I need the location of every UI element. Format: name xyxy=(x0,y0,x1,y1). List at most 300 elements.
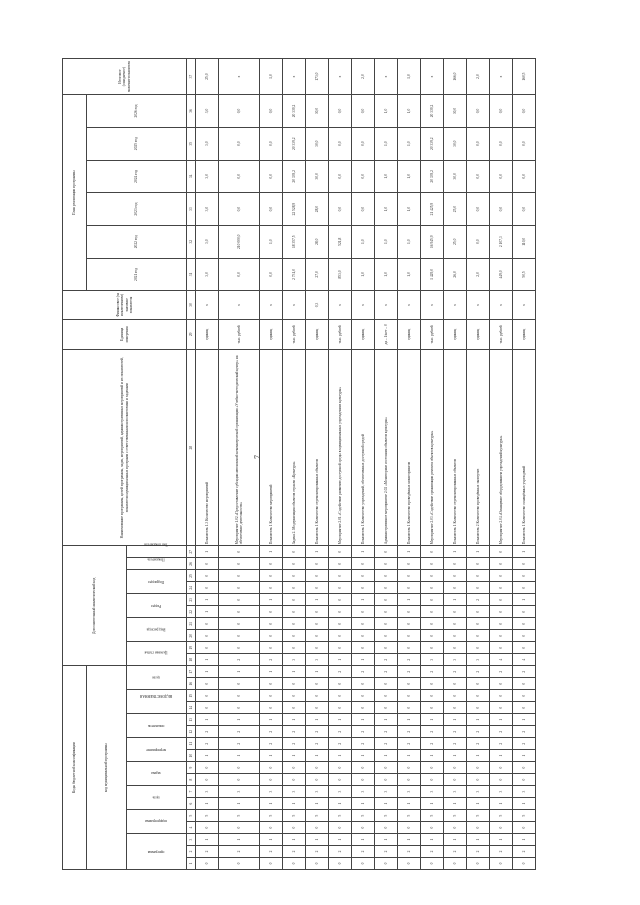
code-digit: 2 xyxy=(260,846,283,858)
code-digit: 0 xyxy=(421,858,444,870)
code-digit: 0 xyxy=(421,774,444,786)
year-value: 22 528,9 xyxy=(283,193,306,226)
code-digit: 1 xyxy=(283,834,306,846)
code-digit: 5 xyxy=(421,810,444,822)
kbk-group-header: Коды бюджетной классификации xyxy=(63,666,87,870)
table-row xyxy=(218,59,259,870)
code-digit: 2 xyxy=(398,846,421,858)
code-digit: 0 xyxy=(489,546,512,558)
code-digit: 0 xyxy=(352,618,375,630)
code-digit: 0 xyxy=(283,546,306,558)
code-digit: 0 xyxy=(489,642,512,654)
column-number-24: 24 xyxy=(187,582,196,594)
code-digit: 1 xyxy=(352,750,375,762)
code-digit: 0 xyxy=(329,618,352,630)
code-digit: 0 xyxy=(444,582,467,594)
code-digit: 2 xyxy=(444,846,467,858)
code-digit: 3 xyxy=(421,654,444,666)
code-digit: 2 xyxy=(421,666,444,678)
code-digit: 1 xyxy=(329,714,352,726)
code-digit: 0 xyxy=(196,690,219,702)
code-digit: 2 xyxy=(512,738,535,750)
row-weight: х xyxy=(218,291,259,319)
code-digit: 0 xyxy=(489,678,512,690)
row-unit: единиц xyxy=(196,319,219,350)
column-number-21: 21 xyxy=(187,618,196,630)
plan-group-header: План реализации программы xyxy=(63,95,87,291)
code-digit: 0 xyxy=(512,606,535,618)
year-value: 0,0 xyxy=(329,160,352,193)
code-digit: 0 xyxy=(329,642,352,654)
code-digit: 0 xyxy=(306,642,329,654)
code-digit: 0 xyxy=(260,582,283,594)
code-digit: 0 xyxy=(444,774,467,786)
year-value: 0,0 xyxy=(260,127,283,160)
code-digit: 0 xyxy=(196,678,219,690)
year-value: 0,0 xyxy=(352,127,375,160)
code-digit: 0 xyxy=(283,702,306,714)
code-digit: 0 xyxy=(283,582,306,594)
year-value: 110,0 xyxy=(512,225,535,258)
code-digit: 0 xyxy=(444,642,467,654)
code-digit: 0 xyxy=(512,762,535,774)
code-digit: 0 xyxy=(260,678,283,690)
code-digit: 0 xyxy=(512,822,535,834)
code-digit: 5 xyxy=(444,810,467,822)
year-value: 1,0 xyxy=(375,193,398,226)
code-digit: 0 xyxy=(489,558,512,570)
code-digit: 0 xyxy=(352,702,375,714)
code-digit: 0 xyxy=(352,570,375,582)
code-digit: 1 xyxy=(512,834,535,846)
year-value: 0,0 xyxy=(489,160,512,193)
code-digit: 1 xyxy=(444,750,467,762)
row-weight: х xyxy=(283,291,306,319)
code-digit: 1 xyxy=(444,714,467,726)
code-digit: 0 xyxy=(218,606,259,618)
year-value: 50,5 xyxy=(512,258,535,291)
code-digit: 0 xyxy=(196,774,219,786)
code-digit: 0 xyxy=(283,762,306,774)
row-final-value: 1,0 xyxy=(398,59,421,95)
row-unit: единиц xyxy=(398,319,421,350)
column-number-2: 2 xyxy=(187,846,196,858)
code-digit: 4 xyxy=(512,654,535,666)
code-digit: 1 xyxy=(398,834,421,846)
year-value: 28,0 xyxy=(306,193,329,226)
year-value: 3,0 xyxy=(196,95,219,128)
code-digit: 1 xyxy=(260,834,283,846)
year-value: 28,0 xyxy=(306,225,329,258)
code-digit: 2 xyxy=(512,846,535,858)
code-digit: 0 xyxy=(218,774,259,786)
header-text: Целевая статья xyxy=(145,650,168,655)
code-digit: 0 xyxy=(512,690,535,702)
code-digit: 0 xyxy=(283,822,306,834)
code-digit: 0 xyxy=(421,594,444,606)
table-row xyxy=(466,59,489,870)
table-row xyxy=(375,59,398,870)
code-digit: 0 xyxy=(260,822,283,834)
code-digit: 0 xyxy=(421,702,444,714)
code-digit: 0 xyxy=(375,630,398,642)
code-digit: 5 xyxy=(466,810,489,822)
row-name: Показатель 1 Количество проведённых мониторингов xyxy=(398,350,421,546)
year-value: 0,0 xyxy=(489,193,512,226)
code-digit: 1 xyxy=(196,546,219,558)
code-digit: 5 xyxy=(306,810,329,822)
code-digit: 0 xyxy=(489,822,512,834)
code-digit: 0 xyxy=(489,858,512,870)
code-digit: 0 xyxy=(466,582,489,594)
code-digit: 0 xyxy=(329,702,352,714)
code-digit: 0 xyxy=(489,570,512,582)
code-digit: 0 xyxy=(306,630,329,642)
header-text: цели xyxy=(152,675,161,680)
code-digit: 1 xyxy=(306,666,329,678)
kbk-col-header-1 xyxy=(127,834,187,870)
code-digit: 1 xyxy=(352,714,375,726)
code-digit: 0 xyxy=(444,690,467,702)
column-number-13: 13 xyxy=(187,714,196,726)
code-digit: 1 xyxy=(421,750,444,762)
code-digit: 1 xyxy=(260,666,283,678)
code-digit: 0 xyxy=(306,558,329,570)
code-digit: 2 xyxy=(260,738,283,750)
year-value: 0,0 xyxy=(489,95,512,128)
row-weight: х xyxy=(329,291,352,319)
code-digit: 3 xyxy=(283,654,306,666)
code-digit: 0 xyxy=(421,570,444,582)
code-digit: 0 xyxy=(512,558,535,570)
row-weight: х xyxy=(375,291,398,319)
code-digit: 0 xyxy=(218,594,259,606)
code-digit: 1 xyxy=(421,714,444,726)
code-digit: 0 xyxy=(329,606,352,618)
code-digit: 1 xyxy=(329,750,352,762)
year-value: 20 339,2 xyxy=(421,95,444,128)
code-digit: 0 xyxy=(512,858,535,870)
code-digit: 0 xyxy=(218,678,259,690)
year-value: 1,0 xyxy=(375,127,398,160)
row-unit: единиц xyxy=(260,319,283,350)
kbk-col-header-4 xyxy=(127,762,187,786)
code-digit: 0 xyxy=(489,618,512,630)
code-digit: 0 xyxy=(466,690,489,702)
code-digit: 0 xyxy=(398,558,421,570)
code-digit: 0 xyxy=(489,606,512,618)
year-value: 1,0 xyxy=(375,160,398,193)
year-value: 20 339,2 xyxy=(283,95,306,128)
year-value: 0,0 xyxy=(260,95,283,128)
code-digit: 1 xyxy=(196,834,219,846)
kbk-col-header-7 xyxy=(127,690,187,714)
code-digit: 0 xyxy=(329,570,352,582)
row-weight: х xyxy=(466,291,489,319)
year-value: 3,0 xyxy=(196,193,219,226)
year-value: 20 339,2 xyxy=(421,127,444,160)
code-digit: 2 xyxy=(306,846,329,858)
code-digit: 0 xyxy=(466,618,489,630)
column-number-6: 6 xyxy=(187,798,196,810)
row-name: Мероприятие 1.02 «Предоставление субсидии автономной некоммерческой организации «Учебно-методический центр» на обеспечение деятельности» xyxy=(218,350,259,546)
code-digit: 0 xyxy=(260,774,283,786)
code-digit: 2 xyxy=(444,738,467,750)
code-digit: 0 xyxy=(329,546,352,558)
code-digit: 0 xyxy=(283,678,306,690)
code-digit: 0 xyxy=(329,858,352,870)
header-text: ВЕДОМСТВЕННАЯ xyxy=(140,694,173,699)
code-digit: 0 xyxy=(375,678,398,690)
year-value: 0,0 xyxy=(218,127,259,160)
column-number-20: 20 xyxy=(187,630,196,642)
code-digit: 0 xyxy=(260,858,283,870)
code-digit: 0 xyxy=(283,774,306,786)
year-value: 0,0 xyxy=(489,127,512,160)
year-value: 0,0 xyxy=(218,258,259,291)
row-final-value: 25,0 xyxy=(196,59,219,95)
code-digit: 0 xyxy=(489,594,512,606)
year-value: 0,0 xyxy=(512,127,535,160)
code-digit: 2 xyxy=(375,738,398,750)
row-weight: х xyxy=(196,291,219,319)
code-digit: 2 xyxy=(489,726,512,738)
code-digit: 1 xyxy=(444,834,467,846)
code-digit: 0 xyxy=(283,858,306,870)
code-digit: 1 xyxy=(489,714,512,726)
row-unit: да – 1/нет – 0 xyxy=(375,319,398,350)
header-text: Вид расхода xyxy=(147,627,166,632)
row-final-value: 2,0 xyxy=(466,59,489,95)
code-digit: 0 xyxy=(218,546,259,558)
code-digit: 0 xyxy=(306,678,329,690)
code-digit: 5 xyxy=(329,810,352,822)
code-digit: 0 xyxy=(329,630,352,642)
row-name: Мероприятие 2.04 «Оснащение оборудованием учреждений культуры» xyxy=(489,350,512,546)
code-digit: 2 xyxy=(466,738,489,750)
row-unit: единиц xyxy=(306,319,329,350)
landscape-sheet xyxy=(62,58,536,870)
year-value: 2 107,3 xyxy=(489,225,512,258)
code-digit: 2 xyxy=(329,666,352,678)
code-digit: 1 xyxy=(306,594,329,606)
unit-header: Единица измерения xyxy=(63,319,187,350)
kbk-col-header-8 xyxy=(127,666,187,690)
code-digit: 2 xyxy=(375,846,398,858)
code-digit: 1 xyxy=(306,714,329,726)
row-unit: единиц xyxy=(466,319,489,350)
code-digit: 2 xyxy=(196,738,219,750)
code-digit: 1 xyxy=(466,750,489,762)
code-digit: 5 xyxy=(489,810,512,822)
code-digit: 0 xyxy=(375,570,398,582)
header-text: цель xyxy=(153,795,160,800)
code-digit: 2 xyxy=(306,726,329,738)
year-value: 0,0 xyxy=(466,160,489,193)
row-weight: х xyxy=(352,291,375,319)
code-digit: 0 xyxy=(306,606,329,618)
year-value: 21 425,9 xyxy=(421,193,444,226)
code-digit: 0 xyxy=(466,630,489,642)
code-digit: 0 xyxy=(306,618,329,630)
header-text: Подраздел xyxy=(148,579,165,584)
code-digit: 0 xyxy=(329,582,352,594)
year-value: 18 357,5 xyxy=(283,225,306,258)
code-digit: 1 xyxy=(466,714,489,726)
column-number-19: 19 xyxy=(187,642,196,654)
year-value: 0,0 xyxy=(218,193,259,226)
column-number-4: 4 xyxy=(187,822,196,834)
row-unit: тыс. рублей xyxy=(489,319,512,350)
code-digit: 3 xyxy=(512,786,535,798)
code-digit: 0 xyxy=(421,582,444,594)
year-value: 1,0 xyxy=(260,225,283,258)
code-digit: 0 xyxy=(352,822,375,834)
code-digit: 1 xyxy=(421,798,444,810)
year-header-6: 2026 год xyxy=(87,95,187,128)
code-digit: 0 xyxy=(306,762,329,774)
code-digit: 1 xyxy=(260,594,283,606)
code-digit: 2 xyxy=(398,654,421,666)
code-digit: 0 xyxy=(466,678,489,690)
header-text: подпрограмма xyxy=(145,819,168,824)
column-number-26: 26 xyxy=(187,558,196,570)
year-header-1: 2021 год xyxy=(87,258,187,291)
year-value: 20 339,2 xyxy=(283,160,306,193)
year-value: 0,0 xyxy=(512,193,535,226)
code-digit: 0 xyxy=(512,630,535,642)
code-digit: 3 xyxy=(444,786,467,798)
code-digit: 2 xyxy=(421,846,444,858)
code-digit: 2 xyxy=(352,738,375,750)
code-digit: 1 xyxy=(466,834,489,846)
year-value: 16 945,9 xyxy=(421,225,444,258)
code-digit: 1 xyxy=(444,798,467,810)
year-value: 0,0 xyxy=(512,160,535,193)
row-weight: х xyxy=(489,291,512,319)
code-digit: 0 xyxy=(260,702,283,714)
year-value: 1,0 xyxy=(352,258,375,291)
code-digit: 2 xyxy=(489,846,512,858)
code-digit: 1 xyxy=(398,546,421,558)
code-digit: 0 xyxy=(218,822,259,834)
table-row xyxy=(196,59,219,870)
code-digit: 0 xyxy=(398,606,421,618)
table-row xyxy=(352,59,375,870)
code-digit: 0 xyxy=(260,630,283,642)
column-number-31: 31 xyxy=(187,258,196,291)
header-text: мероприятие xyxy=(146,747,167,752)
extra-col-header-3 xyxy=(127,594,187,618)
code-digit: 1 xyxy=(398,750,421,762)
year-value: 0,0 xyxy=(218,95,259,128)
header-text: Показатель xyxy=(147,557,166,562)
row-final-value: 173,0 xyxy=(306,59,329,95)
code-digit: 1 xyxy=(283,750,306,762)
year-value: 1,0 xyxy=(398,160,421,193)
code-digit: 2 xyxy=(489,738,512,750)
code-digit: 0 xyxy=(512,774,535,786)
code-digit: 0 xyxy=(444,570,467,582)
year-value: 3,0 xyxy=(196,258,219,291)
kbk-program-code-header: код муниципальной программы xyxy=(87,666,127,870)
year-value: 2,0 xyxy=(466,258,489,291)
code-digit: 3 xyxy=(329,786,352,798)
year-value: 0,0 xyxy=(352,160,375,193)
code-digit: 1 xyxy=(260,750,283,762)
code-digit: 1 xyxy=(489,798,512,810)
year-value: 20 339,2 xyxy=(283,127,306,160)
code-digit: 0 xyxy=(489,702,512,714)
code-digit: 2 xyxy=(466,846,489,858)
year-value: 3,0 xyxy=(196,225,219,258)
page-number: 7 xyxy=(253,455,262,459)
code-digit: 1 xyxy=(398,714,421,726)
year-value: 0,0 xyxy=(352,193,375,226)
code-digit: 0 xyxy=(329,774,352,786)
code-digit: 3 xyxy=(375,786,398,798)
code-digit: 0 xyxy=(196,618,219,630)
year-value: 30,0 xyxy=(306,95,329,128)
kbk-col-header-3 xyxy=(127,786,187,810)
code-digit: 0 xyxy=(375,582,398,594)
code-digit: 1 xyxy=(196,606,219,618)
code-digit: 4 xyxy=(489,654,512,666)
code-digit: 0 xyxy=(196,762,219,774)
code-digit: 0 xyxy=(283,630,306,642)
code-digit: 3 xyxy=(466,654,489,666)
code-digit: 0 xyxy=(398,822,421,834)
row-unit: единиц xyxy=(512,319,535,350)
code-digit: 1 xyxy=(196,714,219,726)
code-digit: 0 xyxy=(466,762,489,774)
code-digit: 3 xyxy=(489,786,512,798)
code-digit: 0 xyxy=(218,630,259,642)
code-digit: 0 xyxy=(466,558,489,570)
code-digit: 2 xyxy=(398,738,421,750)
column-number-34: 34 xyxy=(187,160,196,193)
column-number-12: 12 xyxy=(187,726,196,738)
code-digit: 1 xyxy=(421,834,444,846)
code-digit: 1 xyxy=(512,798,535,810)
code-digit: 0 xyxy=(196,582,219,594)
code-digit: 1 xyxy=(352,834,375,846)
year-header-5: 2025 год xyxy=(87,127,187,160)
year-value: 1,0 xyxy=(398,95,421,128)
code-digit: 2 xyxy=(489,666,512,678)
column-number-16: 16 xyxy=(187,678,196,690)
year-value: 0,0 xyxy=(466,95,489,128)
code-digit: 0 xyxy=(444,618,467,630)
year-value: 25,0 xyxy=(444,225,467,258)
code-digit: 2 xyxy=(218,726,259,738)
kbk-col-header-6 xyxy=(127,714,187,738)
kbk-col-header-5 xyxy=(127,738,187,762)
code-digit: 0 xyxy=(421,618,444,630)
code-digit: 0 xyxy=(196,642,219,654)
column-number-5: 5 xyxy=(187,810,196,822)
code-digit: 5 xyxy=(375,810,398,822)
code-digit: 0 xyxy=(421,822,444,834)
row-name: Показатель 2 Количество проведённых экспертиз xyxy=(466,350,489,546)
code-digit: 0 xyxy=(218,702,259,714)
code-digit: 2 xyxy=(466,666,489,678)
code-digit: 0 xyxy=(398,570,421,582)
header-text: показатель xyxy=(148,723,165,728)
column-number-27: 27 xyxy=(187,546,196,558)
year-value: 20 339,2 xyxy=(421,160,444,193)
code-digit: 0 xyxy=(260,690,283,702)
